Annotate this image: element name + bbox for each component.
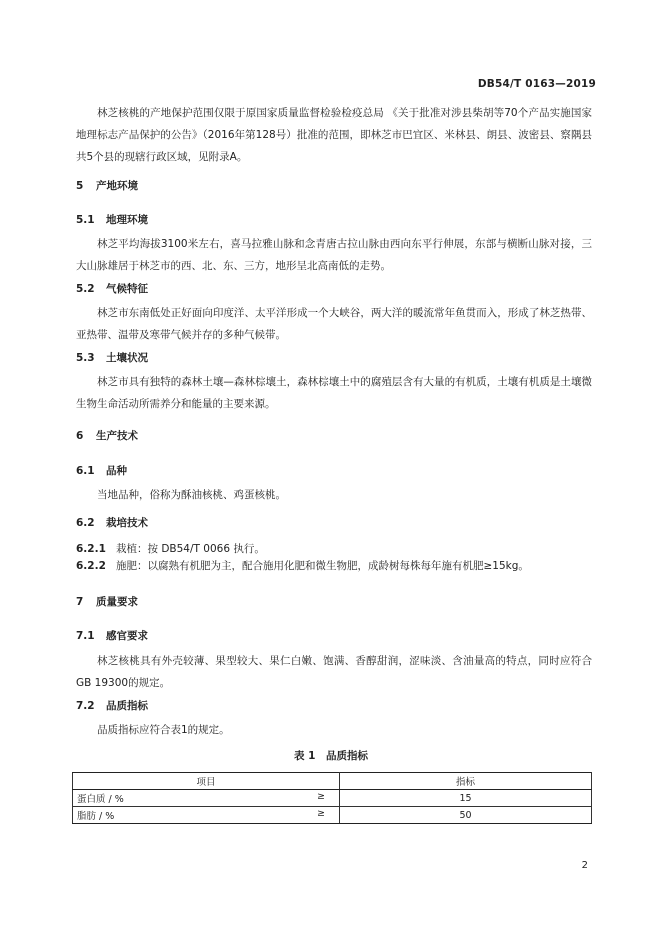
section-5-2-paragraph: 林芝市东南低处正好面向印度洋、太平洋形成一个大峡谷，两大洋的暖流常年鱼贯而入，形成了林芝热带、亚热带、温带及寒带气候并存的多种气候带。 [76,307,592,341]
section-number: 5.3 [76,352,95,364]
section-7-heading [76,594,138,609]
table-cell-value: 50 [340,807,592,824]
section-title: 产地环境 [96,180,138,192]
section-number: 6.1 [76,465,95,477]
section-6-heading [76,428,138,443]
table-header-row [73,773,592,790]
intro-paragraph: 林芝核桃的产地保护范围仅限于原国家质量监督检验检疫总局 《关于批准对涉县柴胡等70个产品实施国家地理标志产品保护的公告》（2016年第128号）批准的范围，即林芝市巴宜区、米林县、朗县、波密县、察隅县共5个县的现辖行政区域，见附录A。 [76,107,592,163]
section-title: 感官要求 [106,630,148,642]
section-6-1-paragraph: 当地品种，俗称为酥油核桃、鸡蛋核桃。 [97,489,286,501]
standard-code: DB54/T 0163—2019 [477,78,596,90]
quality-index-table [72,772,592,824]
section-number: 6.2.1 [76,543,106,555]
section-title: 品质指标 [106,700,148,712]
section-6-2-1 [76,541,265,556]
item-label: 蛋白质 / % [77,794,124,805]
section-6-1-heading [76,463,127,478]
table-cell-value: 15 [340,790,592,807]
column-header-index: 指标 [340,773,592,790]
section-5-1-heading [76,212,148,227]
section-title: 土壤状况 [106,352,148,364]
section-5-heading [76,178,138,193]
section-title: 栽培技术 [106,517,148,529]
section-number: 7.2 [76,700,95,712]
table-cell-item [73,807,340,824]
page-number: 2 [581,860,588,871]
table-cell-item [73,790,340,807]
section-number: 7 [76,596,84,608]
section-title: 质量要求 [96,596,138,608]
section-7-2-heading [76,698,148,713]
comparison-symbol: ≥ [317,808,325,819]
section-number: 6.2.2 [76,560,106,572]
section-5-1-paragraph: 林芝平均海拔3100米左右，喜马拉雅山脉和念青唐古拉山脉由西向东平行伸展，东部与横断山脉对接，三大山脉雄居于林芝市的西、北、东、三方，地形呈北高南低的走势。 [76,238,592,272]
section-7-1-paragraph: 林芝核桃具有外壳较薄、果型较大、果仁白嫩、饱满、香醇甜润，涩味淡、含油量高的特点，同时应符合GB 19300的规定。 [76,655,592,689]
section-7-2-paragraph: 品质指标应符合表1的规定。 [97,724,230,736]
section-7-1-heading [76,628,148,643]
column-header-item: 项目 [73,773,340,790]
clause-text: 栽植：按 DB54/T 0066 执行。 [116,543,265,555]
table-title: 表 1 品质指标 [294,750,368,762]
table-row [73,807,592,824]
section-5-2-heading [76,281,148,296]
clause-text: 施肥：以腐熟有机肥为主，配合施用化肥和微生物肥，成龄树每株每年施有机肥≥15kg。 [116,560,529,572]
section-number: 5.1 [76,214,95,226]
section-title: 品种 [106,465,127,477]
section-number: 5.2 [76,283,95,295]
section-number: 6.2 [76,517,95,529]
section-title: 地理环境 [106,214,148,226]
section-number: 6 [76,430,84,442]
section-number: 7.1 [76,630,95,642]
item-label: 脂肪 / % [77,811,115,822]
section-5-3-paragraph: 林芝市具有独特的森林土壤—森林棕壤土，森林棕壤土中的腐殖层含有大量的有机质，土壤有机质是土壤微生物生命活动所需养分和能量的主要来源。 [76,376,592,410]
comparison-symbol: ≥ [317,791,325,802]
table-row [73,790,592,807]
section-6-2-heading [76,515,148,530]
section-5-3-heading [76,350,148,365]
section-title: 生产技术 [96,430,138,442]
section-number: 5 [76,180,84,192]
section-6-2-2 [76,558,529,573]
section-title: 气候特征 [106,283,148,295]
